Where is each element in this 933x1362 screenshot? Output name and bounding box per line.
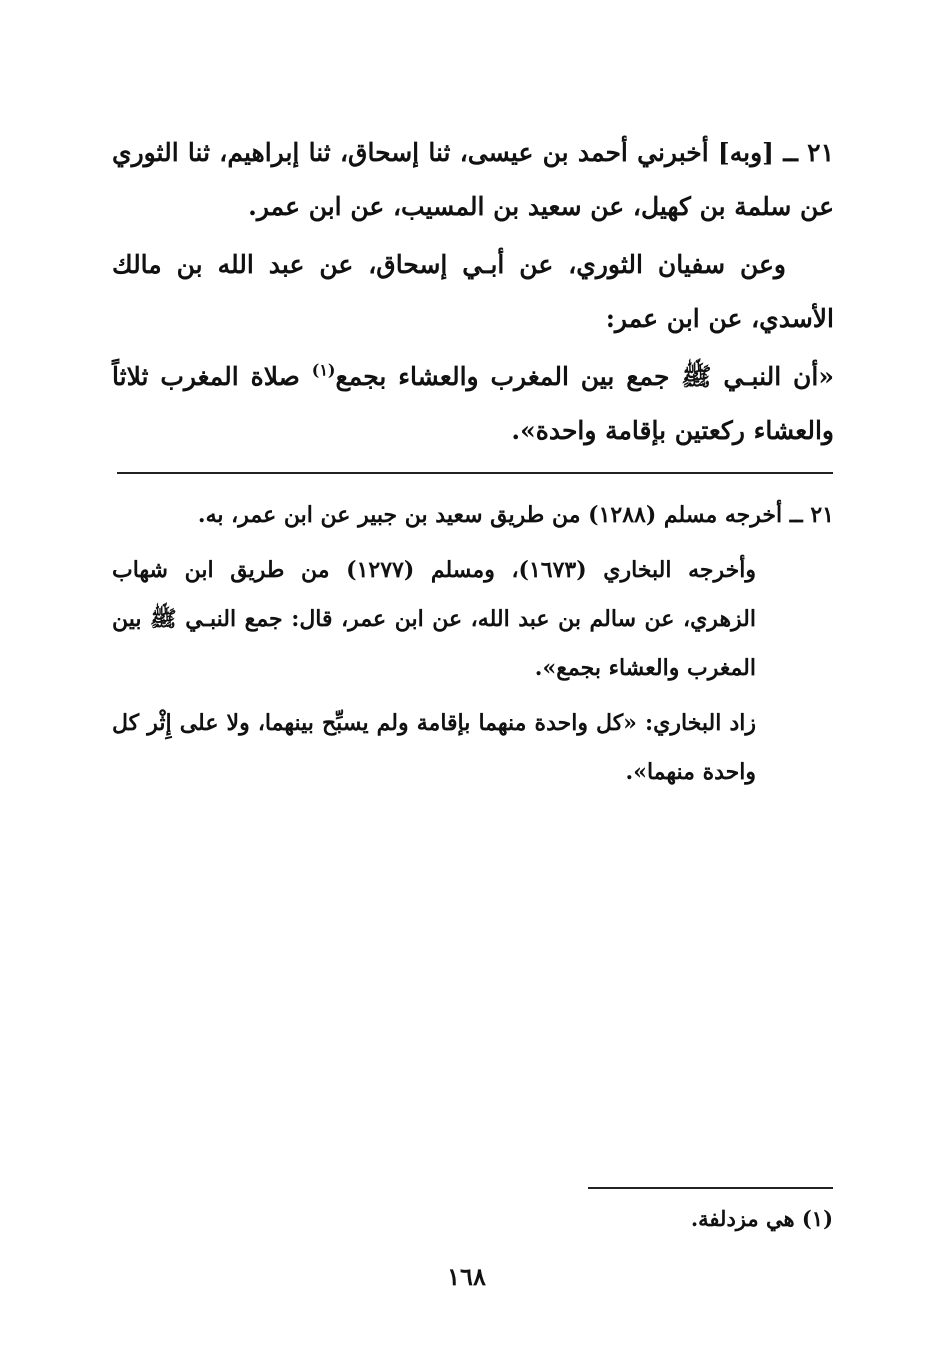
takhrij-notes bbox=[112, 491, 834, 797]
takhrij-note-2: وأخرجه البخاري (١٦٧٣)، ومسلم (١٢٧٧) من طريق ابن شهاب الزهري، عن سالم بن عبد الله، عن ابن عمر، قال: جمع النبـي ﷺ بين المغرب والعشاء بجمع». bbox=[112, 557, 756, 681]
hadith-paragraph: ٢١ ــ [وبه] أخبرني أحمد بن عيسى، ثنا إسحاق، ثنا إبراهيم، ثنا الثوري عن سلمة بن كهيل، عن سعيد بن المسيب، عن ابن عمر. bbox=[112, 138, 834, 221]
takhrij-note-1: ٢١ ــ أخرجه مسلم (١٢٨٨) من طريق سعيد بن جبير عن ابن عمر، به. bbox=[197, 502, 834, 528]
page-number: ١٦٨ bbox=[447, 1262, 486, 1291]
matn-text-start: «أن النبـي ﷺ جمع بين المغرب والعشاء بجمع bbox=[335, 362, 834, 391]
main-text bbox=[112, 126, 834, 458]
notes-separator-line bbox=[117, 472, 833, 474]
second-chain-paragraph: وعن سفيان الثوري، عن أبـي إسحاق، عن عبد الله بن مالك الأسدي، عن ابن عمر: bbox=[112, 250, 834, 333]
footnote: (١) هي مزدلفة. bbox=[690, 1206, 833, 1231]
takhrij-note-3: زاد البخاري: «كل واحدة منهما بإقامة ولم يسبِّح بينهما، ولا على إِثْر كل واحدة منهما». bbox=[112, 710, 756, 785]
footnote-separator-line bbox=[588, 1187, 833, 1189]
matn-paragraph bbox=[112, 350, 834, 458]
footnote-reference: (١) bbox=[311, 360, 336, 380]
matn-text-end: صلاة المغرب ثلاثاً والعشاء ركعتين بإقامة واحدة». bbox=[112, 362, 834, 445]
